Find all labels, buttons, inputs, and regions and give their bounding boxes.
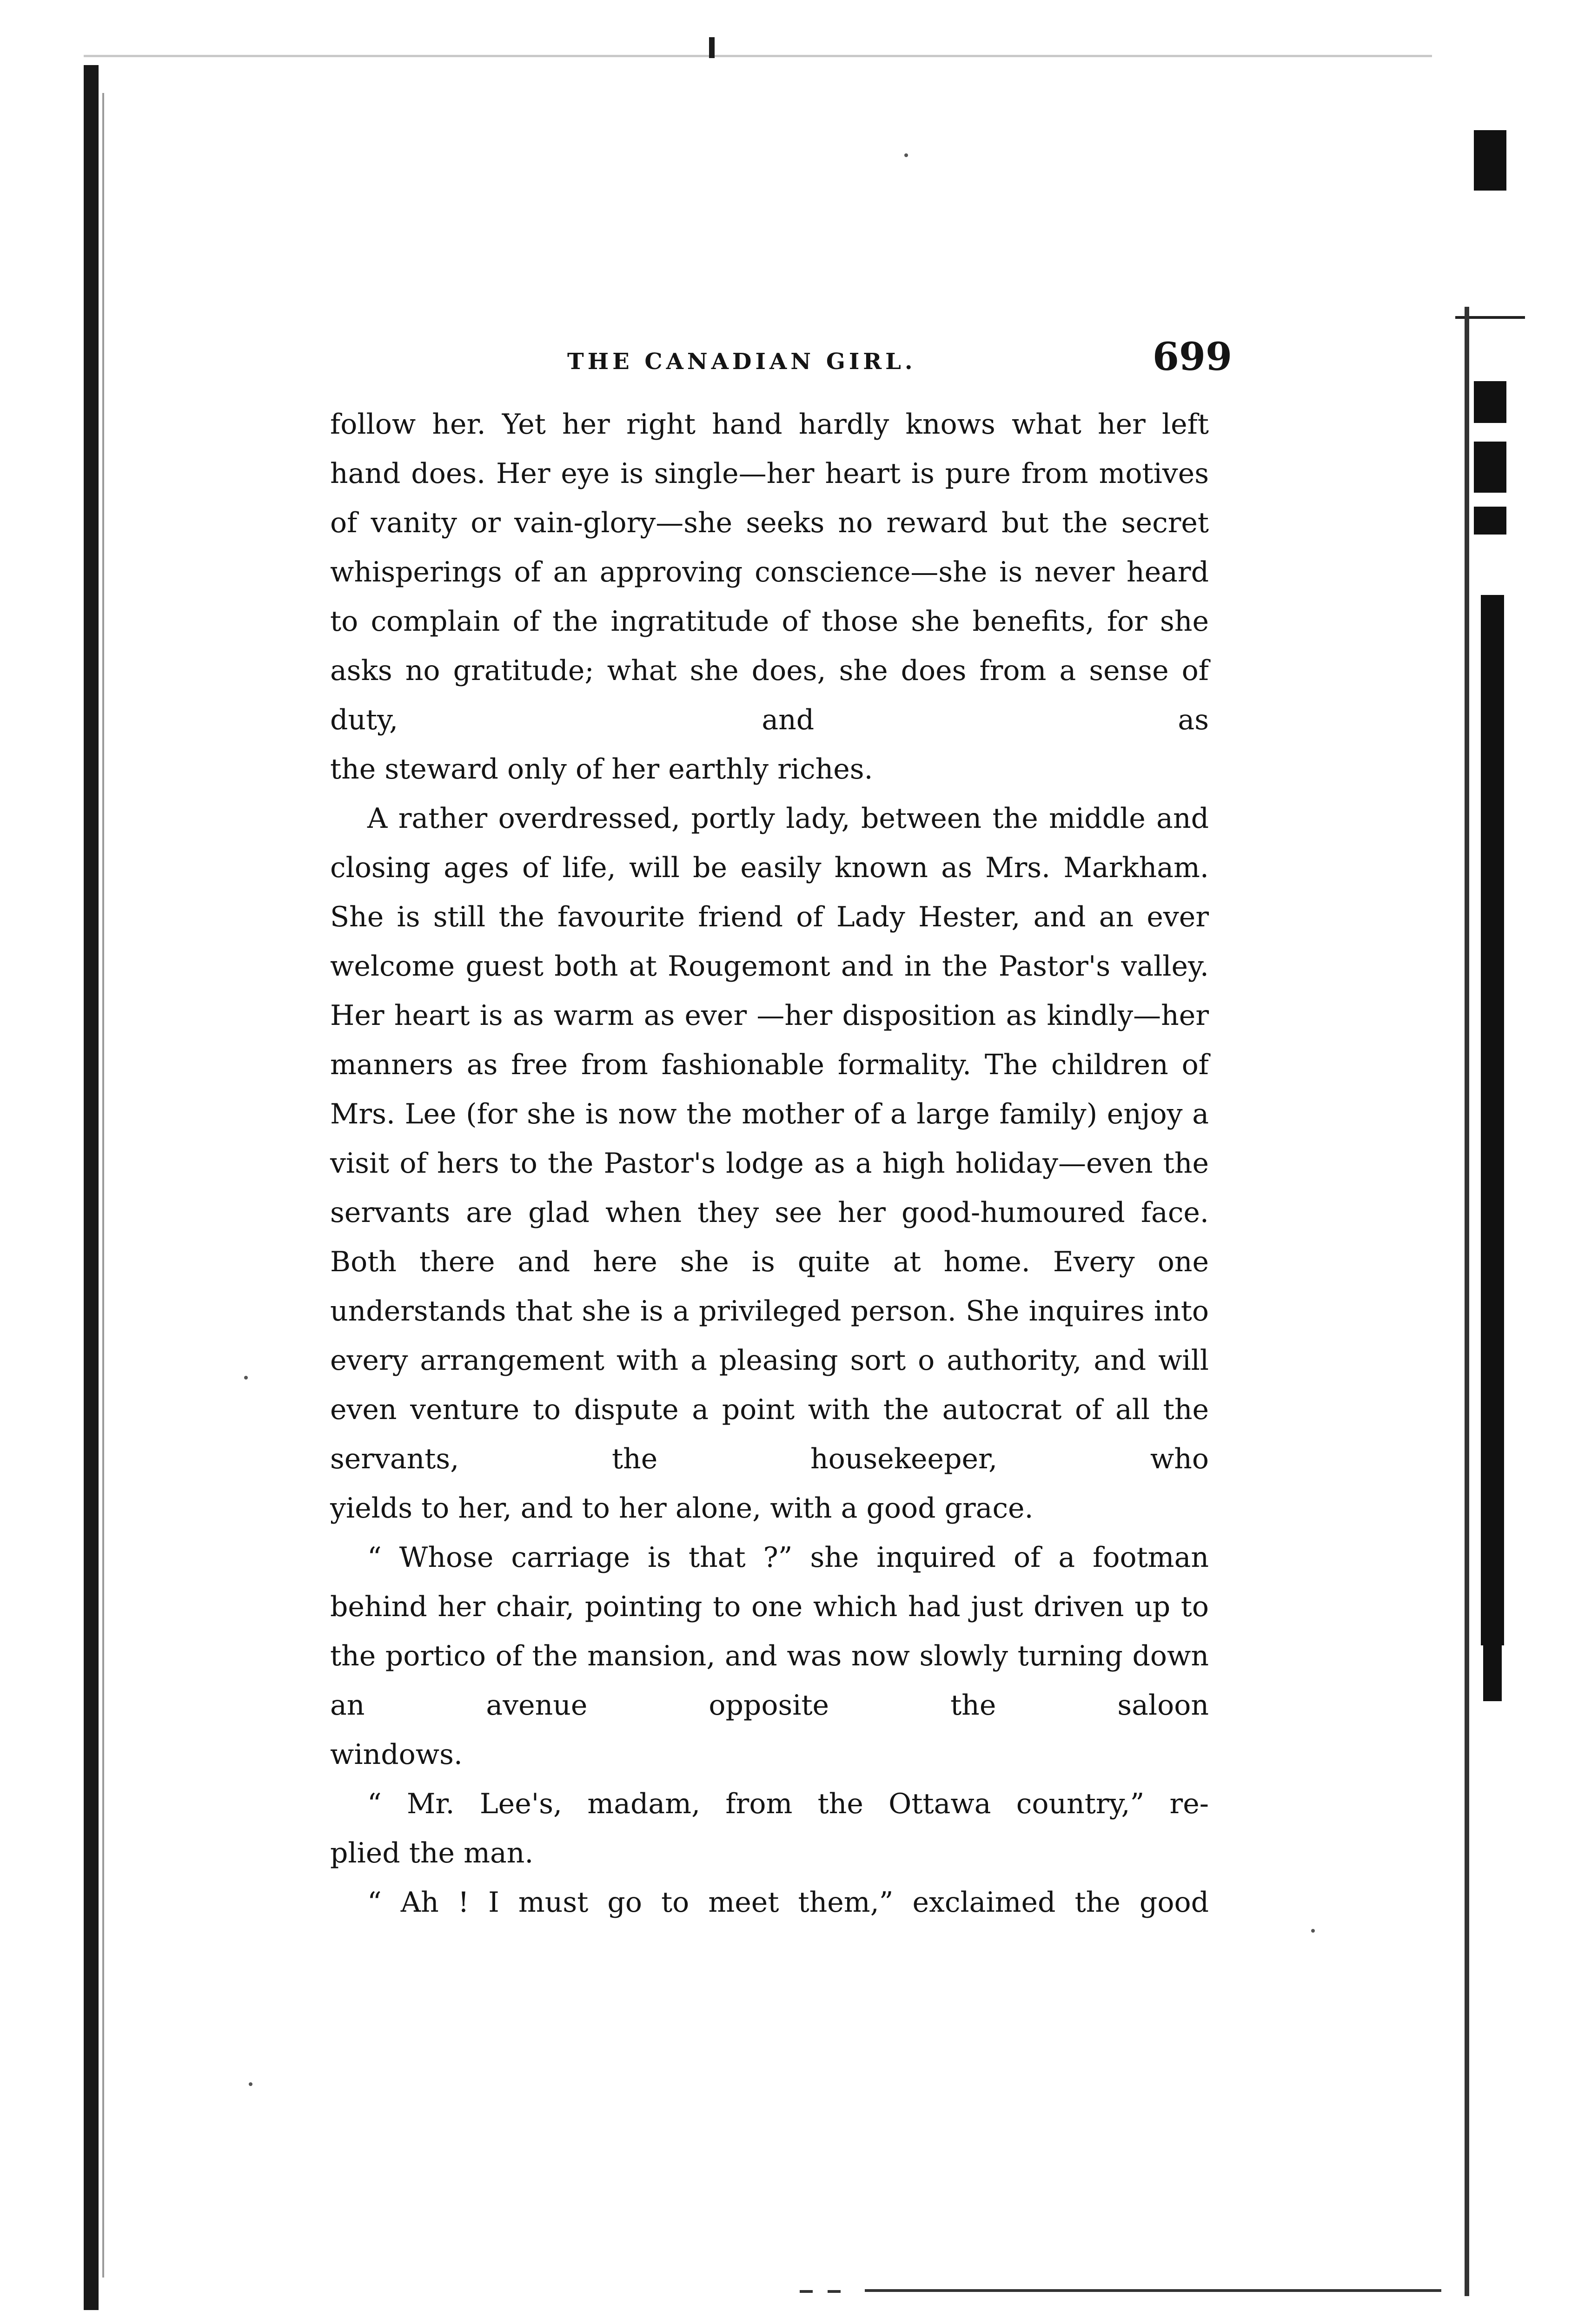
edge-block bbox=[1474, 130, 1506, 191]
paragraph-end-line: windows. bbox=[330, 1738, 463, 1771]
paragraph-end-line: yields to her, and to her alone, with a good grace. bbox=[330, 1492, 1034, 1525]
paragraph: follow her. Yet her right hand hardly knows what her left hand does. Her eye is single—her heart is pure from motives of vanity or vain-glory—she seeks no reward but the secret whisperings of an approving conscience—she is never heard to complain of the ingratitude of those she benefits, for she asks no gratitude; what she does, she does from a sense of duty, and as bbox=[330, 408, 1209, 736]
scan-speck bbox=[1311, 1929, 1315, 1933]
paragraph-end-line: the steward only of her earthly riches. bbox=[330, 753, 873, 786]
running-head bbox=[330, 335, 1232, 386]
binding-line-left bbox=[102, 93, 104, 2278]
scan-speck bbox=[244, 1376, 248, 1380]
scan-mark-top bbox=[709, 37, 715, 58]
edge-block bbox=[1483, 1422, 1502, 1701]
paragraph: “ Ah ! I must go to meet them,” exclaimed the good bbox=[367, 1886, 1209, 1919]
scan-edge-top bbox=[84, 55, 1432, 57]
edge-block bbox=[1474, 507, 1506, 535]
scan-dash bbox=[828, 2290, 841, 2293]
running-title: THE CANADIAN GIRL. bbox=[567, 349, 916, 375]
scan-edge-bottom bbox=[865, 2289, 1441, 2292]
binding-shadow-left bbox=[84, 65, 99, 2310]
scan-dash bbox=[800, 2290, 813, 2293]
edge-stripe bbox=[1465, 307, 1469, 2296]
scan-speck bbox=[249, 2082, 252, 2086]
page-number: 699 bbox=[1152, 335, 1232, 379]
paragraph: A rather overdressed, portly lady, between the middle and closing ages of life, will be easily known as Mrs. Markham. She is still the favourite friend of Lady Hester, and an ever welcome guest both at Rougemont and in the Pastor's valley. Her heart is as warm as ever —her disposition as kindly—her manners as free from fashionable formality. The children of Mrs. Lee (for she is now the mother of a large family) enjoy a visit of hers to the Pastor's lodge as a high holiday—even the servants are glad when they see her good-humoured face. Both there and here she is quite at home. Every one understands that she is a privileged person. She inquires into every arrangement with a pleasing sort o authority, and will even venture to dispute a point with the autocrat of all the servants, the housekeeper, who bbox=[330, 802, 1209, 1475]
paragraph: “ Mr. Lee's, madam, from the Ottawa country,” re- bbox=[367, 1788, 1209, 1820]
paragraph: “ Whose carriage is that ?” she inquired of a footman behind her chair, pointing to one which had just driven up to the portico of the mansion, and was now slowly turning down an avenue opposite the saloon bbox=[330, 1541, 1209, 1722]
edge-block bbox=[1474, 381, 1506, 423]
adjacent-page-edge bbox=[1455, 121, 1525, 2305]
body-text bbox=[330, 400, 1209, 1927]
scan-speck bbox=[904, 153, 908, 157]
edge-block bbox=[1474, 442, 1506, 493]
paragraph-end-line: plied the man. bbox=[330, 1837, 534, 1869]
